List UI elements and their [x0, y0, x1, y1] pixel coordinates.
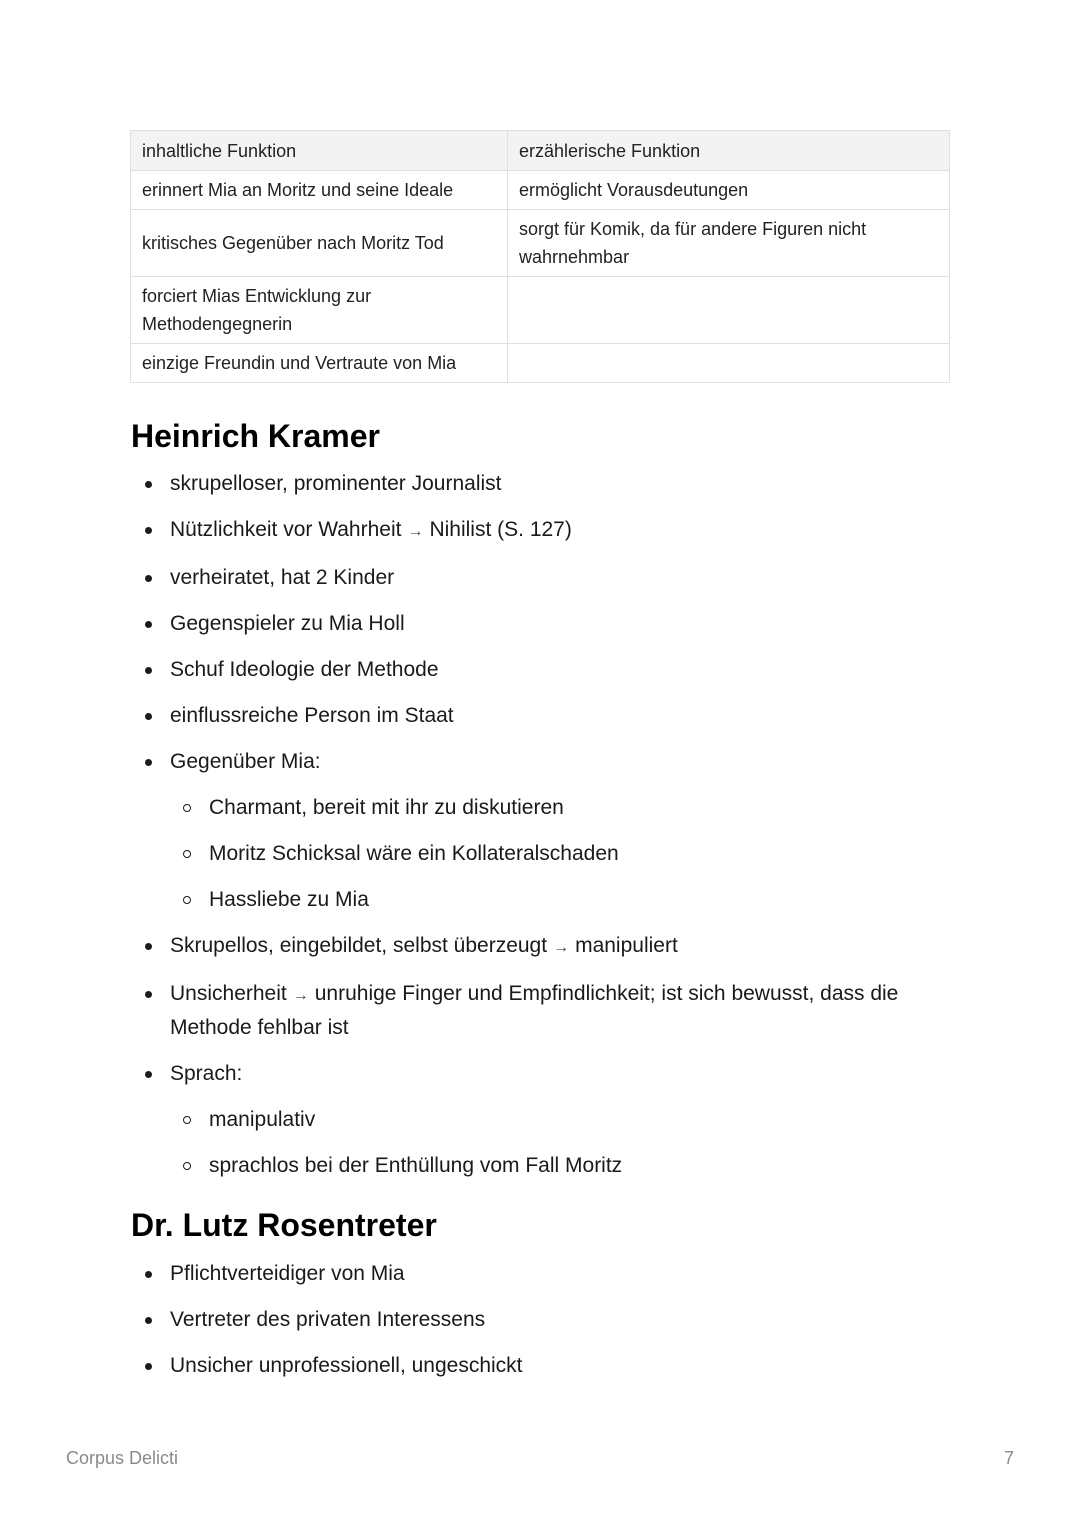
arrow-icon: →	[407, 523, 424, 540]
list-item: einflussreiche Person im Staat	[0, 700, 950, 732]
section-heading-kramer: Heinrich Kramer	[131, 418, 380, 454]
table-cell: kritisches Gegenüber nach Moritz Tod	[131, 210, 508, 277]
table-cell: ermöglicht Vorausdeutungen	[508, 171, 950, 210]
arrow-icon: →	[292, 987, 309, 1004]
sub-list-item: manipulativ	[169, 1104, 950, 1136]
table-cell	[508, 277, 950, 344]
table-row	[131, 210, 950, 277]
arrow-icon: →	[553, 939, 570, 956]
sub-list-item: sprachlos bei der Enthüllung vom Fall Moritz	[169, 1150, 950, 1182]
list-item: Sprach: manipulativ sprachlos bei der Enthüllung vom Fall Moritz	[0, 1058, 950, 1182]
list-item: Gegenüber Mia: Charmant, bereit mit ihr zu diskutieren Moritz Schicksal wäre ein Kollateralschaden Hassliebe zu Mia	[0, 746, 950, 916]
list-item: Schuf Ideologie der Methode	[0, 654, 950, 686]
table-cell: sorgt für Komik, da für andere Figuren nicht wahrnehmbar	[508, 210, 950, 277]
table-row	[131, 344, 950, 383]
function-table	[130, 130, 950, 383]
sub-list	[170, 792, 950, 916]
sub-list-item: Moritz Schicksal wäre ein Kollateralschaden	[169, 838, 950, 870]
kramer-list	[0, 468, 1080, 1182]
table-cell: erinnert Mia an Moritz und seine Ideale	[131, 171, 508, 210]
page-number: 7	[1004, 1448, 1015, 1468]
table-header-cell: erzählerische Funktion	[508, 131, 950, 171]
table-row	[131, 171, 950, 210]
list-item: Unsicherheit → unruhige Finger und Empfindlichkeit; ist sich bewusst, dass die Methode fehlbar ist	[0, 978, 950, 1044]
table-header-cell: inhaltliche Funktion	[131, 131, 508, 171]
list-item: Nützlichkeit vor Wahrheit → Nihilist (S. 127)	[0, 514, 950, 548]
table-row	[131, 277, 950, 344]
list-item: Unsicher unprofessionell, ungeschickt	[0, 1350, 950, 1382]
sub-list-item: Charmant, bereit mit ihr zu diskutieren	[169, 792, 950, 824]
table-cell	[508, 344, 950, 383]
sub-list	[170, 1104, 950, 1182]
footer-document-title: Corpus Delicti	[66, 1448, 179, 1468]
rosentreter-list	[0, 1258, 1080, 1382]
sub-list-item: Hassliebe zu Mia	[169, 884, 950, 916]
table-header-row	[131, 131, 950, 171]
list-item: Skrupellos, eingebildet, selbst überzeugt → manipuliert	[0, 930, 950, 964]
list-item: Vertreter des privaten Interessens	[0, 1304, 950, 1336]
list-item: Pflichtverteidiger von Mia	[0, 1258, 950, 1290]
list-item: skrupelloser, prominenter Journalist	[0, 468, 950, 500]
list-item: Gegenspieler zu Mia Holl	[0, 608, 950, 640]
table-cell: forciert Mias Entwicklung zur Methodengegnerin	[131, 277, 508, 344]
list-item: verheiratet, hat 2 Kinder	[0, 562, 950, 594]
table-cell: einzige Freundin und Vertraute von Mia	[131, 344, 508, 383]
section-heading-rosentreter: Dr. Lutz Rosentreter	[131, 1207, 437, 1243]
